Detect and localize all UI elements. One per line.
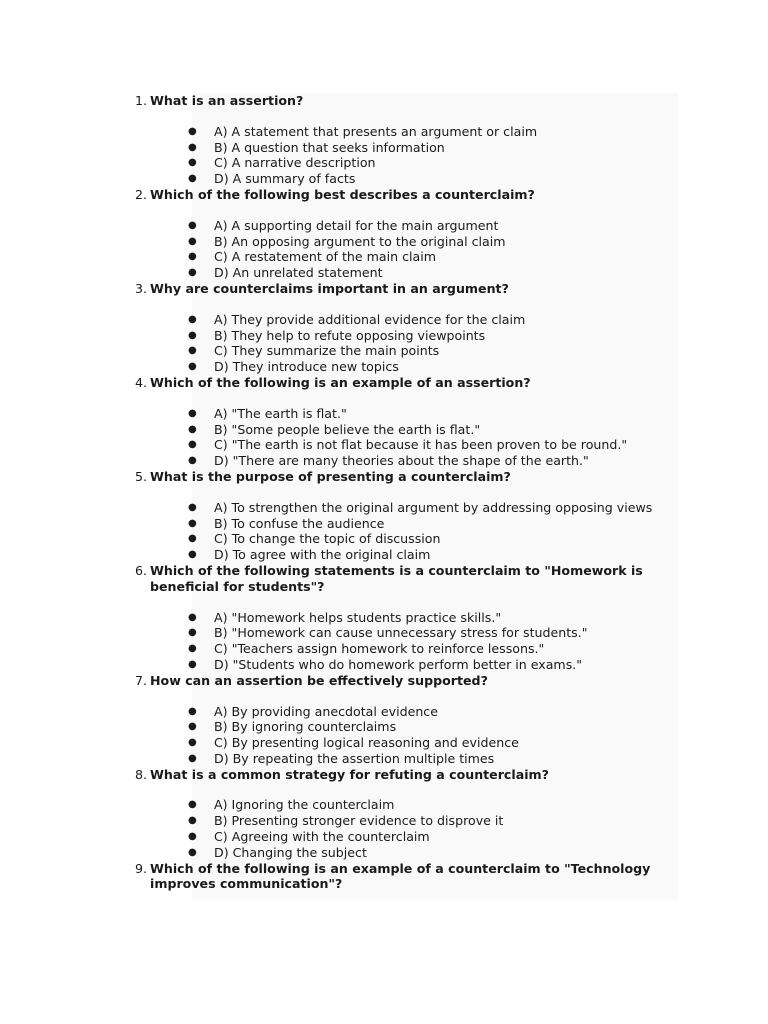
answer-text: C) "Teachers assign homework to reinforce lessons." bbox=[214, 641, 545, 657]
answer-text: A) A statement that presents an argument or claim bbox=[214, 123, 538, 139]
question-item bbox=[134, 766, 678, 861]
answer-text: C) Agreeing with the counterclaim bbox=[214, 829, 430, 845]
answer-option bbox=[188, 233, 678, 250]
bullet-icon: ● bbox=[188, 141, 197, 153]
answer-option bbox=[188, 437, 678, 453]
bullet-icon: ● bbox=[188, 831, 197, 843]
question-item bbox=[134, 186, 678, 281]
bullet-icon: ● bbox=[188, 533, 197, 545]
bullet-icon: ● bbox=[188, 705, 197, 717]
question-number: 7. bbox=[134, 672, 147, 688]
answer-list bbox=[150, 218, 678, 281]
question-item bbox=[134, 280, 678, 375]
answer-text: D) Changing the subject bbox=[214, 844, 367, 860]
answer-option bbox=[188, 719, 678, 735]
question-number: 8. bbox=[134, 766, 147, 782]
bullet-icon: ● bbox=[188, 157, 197, 169]
question-item bbox=[134, 468, 678, 563]
question-item bbox=[134, 672, 678, 767]
question-text: Which of the following is an example of an assertion? bbox=[150, 374, 531, 390]
answer-text: A) Ignoring the counterclaim bbox=[214, 797, 395, 813]
answer-list bbox=[150, 797, 678, 860]
answer-option bbox=[188, 343, 678, 359]
answer-option bbox=[188, 531, 678, 547]
bullet-icon: ● bbox=[188, 219, 197, 231]
answer-text: B) Presenting stronger evidence to disprove it bbox=[214, 813, 504, 829]
answer-option bbox=[188, 609, 678, 626]
question-list bbox=[127, 93, 678, 892]
answer-text: A) A supporting detail for the main argument bbox=[214, 217, 499, 233]
answer-text: A) To strengthen the original argument by addressing opposing views bbox=[214, 499, 653, 515]
bullet-icon: ● bbox=[188, 846, 197, 858]
answer-option bbox=[188, 641, 678, 657]
answer-text: B) A question that seeks information bbox=[214, 139, 445, 155]
question-number: 2. bbox=[134, 186, 147, 202]
question-text: Which of the following statements is a counterclaim to "Homework is beneficial for students"? bbox=[150, 562, 643, 594]
answer-text: D) "There are many theories about the shape of the earth." bbox=[214, 453, 589, 469]
answer-option bbox=[188, 311, 678, 328]
answer-text: C) They summarize the main points bbox=[214, 343, 440, 359]
question-text: How can an assertion be effectively supported? bbox=[150, 672, 488, 688]
answer-text: D) An unrelated statement bbox=[214, 265, 383, 281]
answer-option bbox=[188, 217, 678, 234]
bullet-icon: ● bbox=[188, 815, 197, 827]
answer-text: B) They help to refute opposing viewpoints bbox=[214, 327, 486, 343]
answer-option bbox=[188, 421, 678, 438]
bullet-icon: ● bbox=[188, 721, 197, 733]
question-number: 9. bbox=[134, 860, 147, 876]
answer-text: B) "Homework can cause unnecessary stress for students." bbox=[214, 625, 588, 641]
bullet-icon: ● bbox=[188, 517, 197, 529]
answer-option bbox=[188, 515, 678, 532]
answer-text: C) A restatement of the main claim bbox=[214, 249, 437, 265]
question-number: 6. bbox=[134, 562, 147, 578]
answer-option bbox=[188, 155, 678, 171]
question-text: What is an assertion? bbox=[150, 93, 304, 108]
bullet-icon: ● bbox=[188, 125, 197, 137]
answer-option bbox=[188, 625, 678, 641]
bullet-icon: ● bbox=[188, 423, 197, 435]
question-text: Why are counterclaims important in an argument? bbox=[150, 280, 509, 296]
bullet-icon: ● bbox=[188, 407, 197, 419]
bullet-icon: ● bbox=[188, 361, 197, 373]
answer-text: D) A summary of facts bbox=[214, 171, 356, 187]
bullet-icon: ● bbox=[188, 627, 197, 639]
answer-list bbox=[150, 610, 678, 673]
bullet-icon: ● bbox=[188, 799, 197, 811]
answer-option bbox=[188, 499, 678, 516]
answer-option bbox=[188, 359, 678, 375]
question-item bbox=[134, 374, 678, 469]
answer-text: C) To change the topic of discussion bbox=[214, 531, 441, 547]
bullet-icon: ● bbox=[188, 173, 197, 185]
bullet-icon: ● bbox=[188, 752, 197, 764]
question-text: Which of the following is an example of a counterclaim to "Technology improves communication"? bbox=[150, 860, 651, 892]
question-text: Which of the following best describes a counterclaim? bbox=[150, 186, 535, 202]
answer-option bbox=[188, 813, 678, 829]
bullet-icon: ● bbox=[188, 329, 197, 341]
answer-option bbox=[188, 171, 678, 187]
answer-text: C) A narrative description bbox=[214, 155, 376, 171]
question-item bbox=[134, 562, 678, 673]
bullet-icon: ● bbox=[188, 643, 197, 655]
question-text: What is the purpose of presenting a counterclaim? bbox=[150, 468, 511, 484]
answer-option bbox=[188, 844, 678, 861]
bullet-icon: ● bbox=[188, 455, 197, 467]
answer-option bbox=[188, 249, 678, 265]
bullet-icon: ● bbox=[188, 235, 197, 247]
answer-text: A) "The earth is flat." bbox=[214, 405, 347, 421]
question-number: 4. bbox=[134, 374, 147, 390]
question-item bbox=[134, 860, 678, 893]
bullet-icon: ● bbox=[188, 501, 197, 513]
bullet-icon: ● bbox=[188, 345, 197, 357]
answer-text: D) "Students who do homework perform better in exams." bbox=[214, 656, 583, 672]
answer-text: B) By ignoring counterclaims bbox=[214, 719, 397, 735]
bullet-icon: ● bbox=[188, 549, 197, 561]
answer-option bbox=[188, 547, 678, 563]
answer-list bbox=[150, 406, 678, 469]
bullet-icon: ● bbox=[188, 737, 197, 749]
document-page bbox=[127, 93, 678, 900]
bullet-icon: ● bbox=[188, 611, 197, 623]
bullet-icon: ● bbox=[188, 313, 197, 325]
answer-text: C) "The earth is not flat because it has been proven to be round." bbox=[214, 437, 628, 453]
answer-option bbox=[188, 453, 678, 469]
question-number: 5. bbox=[134, 468, 147, 484]
answer-option bbox=[188, 405, 678, 422]
answer-option bbox=[188, 750, 678, 767]
answer-text: B) To confuse the audience bbox=[214, 515, 385, 531]
answer-list bbox=[150, 500, 678, 563]
question-item bbox=[134, 93, 678, 187]
answer-list bbox=[150, 312, 678, 375]
answer-text: B) An opposing argument to the original claim bbox=[214, 233, 506, 249]
answer-option bbox=[188, 829, 678, 845]
answer-option bbox=[188, 327, 678, 344]
answer-text: D) To agree with the original claim bbox=[214, 547, 431, 563]
bullet-icon: ● bbox=[188, 439, 197, 451]
answer-text: B) "Some people believe the earth is flat." bbox=[214, 421, 481, 437]
question-text: What is a common strategy for refuting a counterclaim? bbox=[150, 766, 549, 782]
bullet-icon: ● bbox=[188, 251, 197, 263]
answer-list bbox=[150, 704, 678, 767]
answer-list bbox=[150, 124, 678, 187]
bullet-icon: ● bbox=[188, 658, 197, 670]
bullet-icon: ● bbox=[188, 267, 197, 279]
answer-option bbox=[188, 123, 678, 140]
answer-text: A) They provide additional evidence for the claim bbox=[214, 311, 526, 327]
answer-option bbox=[188, 703, 678, 720]
answer-option bbox=[188, 797, 678, 813]
answer-option bbox=[188, 656, 678, 673]
answer-text: D) By repeating the assertion multiple times bbox=[214, 750, 495, 766]
answer-text: C) By presenting logical reasoning and evidence bbox=[214, 735, 519, 751]
question-number: 3. bbox=[134, 280, 147, 296]
answer-text: D) They introduce new topics bbox=[214, 359, 399, 375]
question-number: 1. bbox=[134, 93, 147, 108]
answer-option bbox=[188, 735, 678, 751]
answer-option bbox=[188, 139, 678, 156]
answer-text: A) "Homework helps students practice skills." bbox=[214, 609, 502, 625]
answer-text: A) By providing anecdotal evidence bbox=[214, 703, 438, 719]
answer-option bbox=[188, 265, 678, 281]
